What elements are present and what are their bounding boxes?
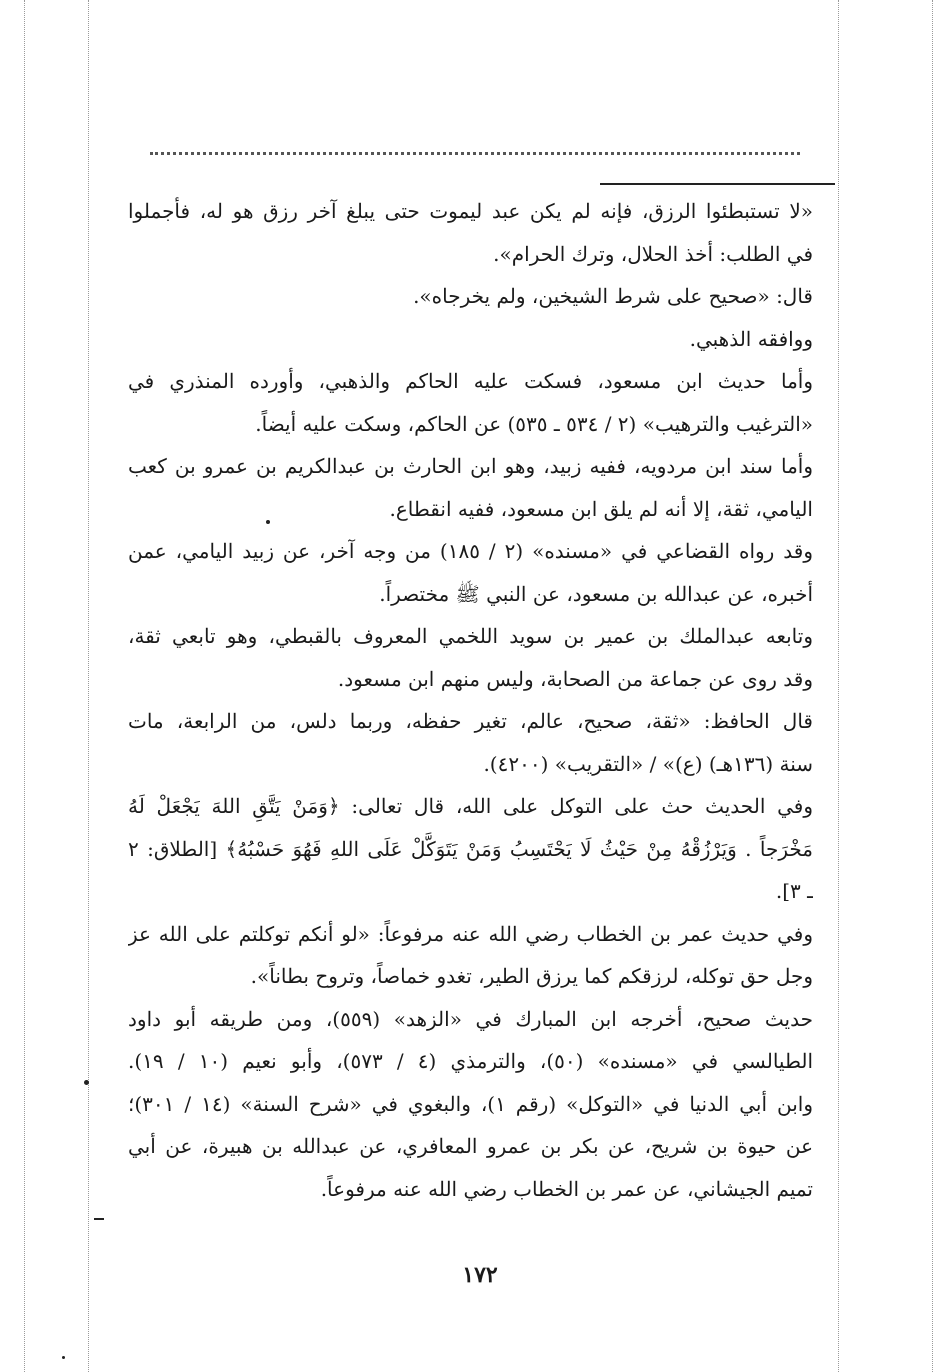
text-line: الطيالسي في «مسنده» (٥٠)، والترمذي (٤ / ٥٧٣)، وأبو نعيم (١٠ / ١٩).	[128, 1049, 813, 1073]
scan-guide-line	[88, 0, 89, 1372]
text-line: قال: «صحيح على شرط الشيخين، ولم يخرجاه».	[413, 284, 813, 308]
scan-speck	[94, 1218, 104, 1220]
text-line: وأما حديث ابن مسعود، فسكت عليه الحاكم والذهبي، وأورده المنذري في	[128, 369, 813, 393]
text-line: ـ ٣].	[775, 879, 813, 903]
header-rule	[600, 183, 835, 185]
text-line: وجل حق توكله، لرزقكم كما يرزق الطير، تغدو خماصاً، وتروح بطاناً».	[250, 964, 813, 988]
text-line: اليامي، ثقة، إلا أنه لم يلق ابن مسعود، ففيه انقطاع.	[389, 496, 813, 521]
text-line: وفي حديث عمر بن الخطاب رضي الله عنه مرفوعاً: «لو أنكم توكلتم على الله عز	[128, 921, 813, 946]
scan-speck	[266, 520, 270, 524]
text-line: «الترغيب والترهيب» (٢ / ٥٣٤ ـ ٥٣٥) عن الحاكم، وسكت عليه أيضاً.	[255, 411, 813, 436]
text-line: وابن أبي الدنيا في «التوكل» (رقم ١)، والبغوي في «شرح السنة» (١٤ / ٣٠١)؛	[128, 1091, 813, 1116]
text-line: سنة (١٣٦هـ) (ع)» / «التقريب» (٤٢٠٠).	[483, 751, 813, 776]
scan-guide-line	[24, 0, 25, 1372]
page-number: ١٧٢	[462, 1262, 498, 1288]
text-line: أخبره، عن عبدالله بن مسعود، عن النبي ﷺ مختصراً.	[379, 581, 813, 606]
text-line: عن حيوة بن شريح، عن بكر بن عمرو المعافري، عن عبدالله بن هبيرة، عن أبي	[128, 1134, 813, 1158]
main-text	[128, 190, 813, 1210]
scan-guide-line	[838, 0, 839, 1372]
text-line: قال الحافظ: «ثقة، صحيح، عالم، تغير حفظه، وربما دلس، من الرابعة، مات	[128, 709, 813, 733]
text-line: وقد روى عن جماعة من الصحابة، وليس منهم ابن مسعود.	[337, 666, 813, 691]
dotted-header-line	[150, 152, 800, 155]
text-line: وفي الحديث حث على التوكل على الله، قال تعالى: ﴿وَمَنْ يَتَّقِ اللهَ يَجْعَلْ لَهُ	[128, 794, 813, 818]
text-line: «لا تستبطئوا الرزق، فإنه لم يكن عبد ليموت حتى يبلغ آخر رزق هو له، فأجملوا	[128, 199, 813, 223]
text-line: ووافقه الذهبي.	[689, 326, 813, 351]
text-line: وتابعه عبدالملك بن عمير بن سويد اللخمي المعروف بالقبطي، وهو تابعي ثقة،	[128, 624, 813, 648]
text-line: في الطلب: أخذ الحلال، وترك الحرام».	[493, 241, 813, 266]
scan-speck	[84, 1080, 89, 1085]
scan-guide-line	[932, 0, 933, 1372]
text-line: حديث صحيح، أخرجه ابن المبارك في «الزهد» (٥٥٩)، ومن طريقه أبو داود	[128, 1006, 813, 1031]
text-line: تميم الجيشاني، عن عمر بن الخطاب رضي الله عنه مرفوعاً.	[320, 1176, 813, 1201]
text-line: وقد رواه القضاعي في «مسنده» (٢ / ١٨٥) من وجه آخر، عن زبيد اليامي، عمن	[128, 539, 813, 563]
text-line: مَخْرَجاً . وَيَرْزُقْهُ مِنْ حَيْثُ لَا يَحْتَسِبُ وَمَنْ يَتَوَكَّلْ عَلَى اللهِ فَهُوَ حَسْبُهُ﴾ [الطلاق: ٢	[128, 836, 813, 861]
text-line: وأما سند ابن مردويه، ففيه زبيد، وهو ابن الحارث بن عبدالكريم بن عمرو بن كعب	[128, 454, 813, 478]
scan-speck	[62, 1356, 65, 1359]
